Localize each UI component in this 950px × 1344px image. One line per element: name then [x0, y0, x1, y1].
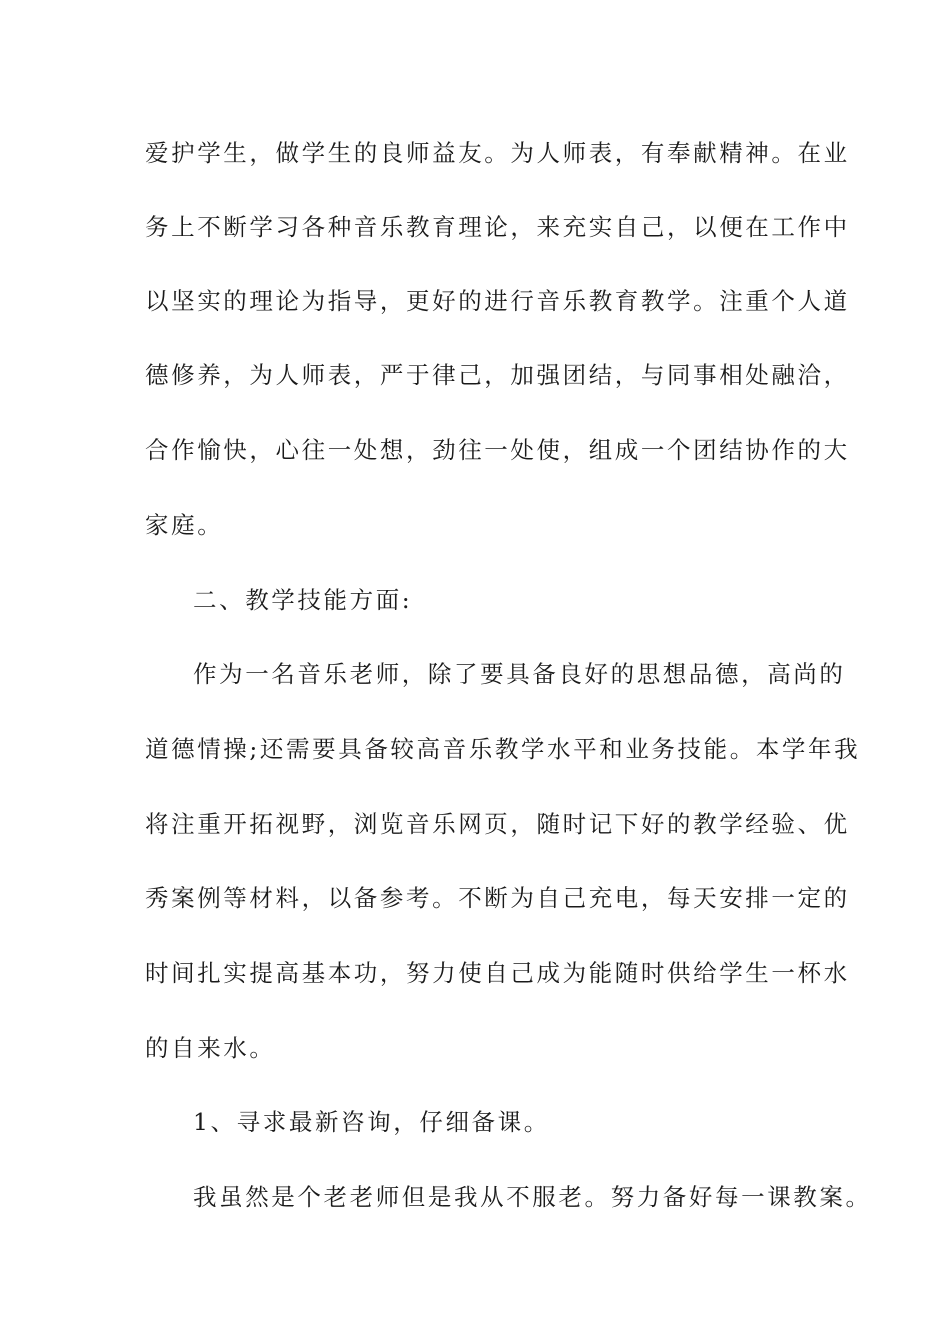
paragraph-line: 务上不断学习各种音乐教育理论，来充实自己，以便在工作中 — [145, 213, 850, 241]
paragraph-line: 时间扎实提高基本功，努力使自己成为能随时供给学生一杯水 — [145, 959, 850, 987]
paragraph-line: 的自来水。 — [145, 1034, 276, 1062]
paragraph-line: 我虽然是个老老师但是我从不服老。努力备好每一课教案。 — [193, 1183, 872, 1211]
paragraph-line: 道德情操;还需要具备较高音乐教学水平和业务技能。本学年我 — [145, 735, 861, 763]
paragraph-line: 家庭。 — [145, 511, 224, 539]
paragraph-line: 德修养，为人师表，严于律己，加强团结，与同事相处融洽， — [145, 361, 850, 389]
paragraph-line: 爱护学生，做学生的良师益友。为人师表，有奉献精神。在业 — [145, 139, 850, 167]
section-heading: 二、教学技能方面: — [193, 586, 413, 614]
paragraph-line: 以坚实的理论为指导，更好的进行音乐教育教学。注重个人道 — [145, 287, 850, 315]
subsection-heading: 1、寻求最新咨询，仔细备课。 — [193, 1108, 550, 1136]
paragraph-line: 合作愉快，心往一处想，劲往一处使，组成一个团结协作的大 — [145, 436, 850, 464]
paragraph-line: 将注重开拓视野，浏览音乐网页，随时记下好的教学经验、优 — [145, 810, 850, 838]
paragraph-line: 作为一名音乐老师，除了要具备良好的思想品德，高尚的 — [193, 660, 846, 688]
paragraph-line: 秀案例等材料，以备参考。不断为自己充电，每天安排一定的 — [145, 884, 850, 912]
